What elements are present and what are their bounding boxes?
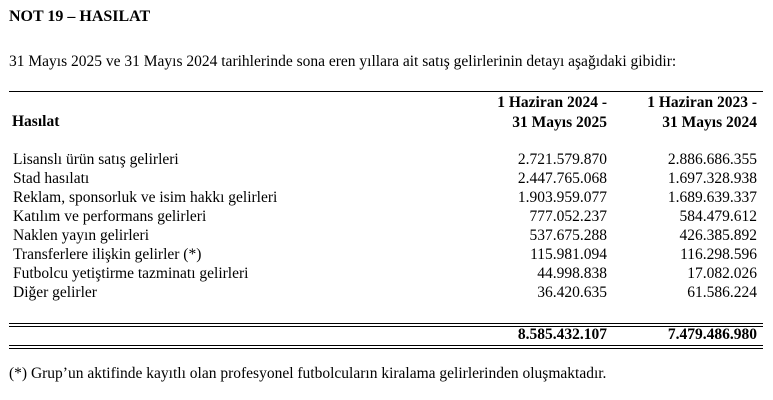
table-row xyxy=(0,226,773,245)
period-2025-header xyxy=(497,93,607,133)
intro-text: 31 Mayıs 2025 ve 31 Mayıs 2024 tarihlerinde sona eren yıllara ait satış gelirlerinin detayı aşağıdaki gibidir: xyxy=(9,53,677,70)
row-value-2024: 426.385.892 xyxy=(679,227,757,244)
table-row xyxy=(0,188,773,207)
total-top-rule xyxy=(9,323,763,324)
row-value-2024: 2.886.686.355 xyxy=(667,151,757,168)
total-value-2024: 7.479.486.980 xyxy=(667,326,757,343)
row-label: Reklam, sponsorluk ve isim hakkı gelirleri xyxy=(13,189,278,206)
row-value-2025: 537.675.288 xyxy=(529,227,607,244)
total-bottom-rule xyxy=(9,345,763,346)
row-value-2024: 1.689.639.337 xyxy=(667,189,757,206)
period-2024-header-line-2: 31 Mayıs 2024 xyxy=(662,114,757,131)
row-label: Transferlere ilişkin gelirler (*) xyxy=(13,246,202,263)
revenue-table-body xyxy=(0,150,773,302)
row-value-2025: 1.903.959.077 xyxy=(517,189,607,206)
row-value-2024: 61.586.224 xyxy=(687,284,757,301)
total-bottom-rule-inner xyxy=(9,348,763,349)
row-value-2025: 2.721.579.870 xyxy=(517,151,607,168)
row-value-2025: 36.420.635 xyxy=(537,284,607,301)
row-value-2024: 17.082.026 xyxy=(687,265,757,282)
period-2024-header xyxy=(647,93,757,133)
period-2024-header-line-1: 1 Haziran 2023 - xyxy=(647,94,757,111)
row-label: Katılım ve performans gelirleri xyxy=(13,208,207,225)
period-2025-header-line-1: 1 Haziran 2024 - xyxy=(497,94,607,111)
table-row xyxy=(0,264,773,283)
row-label: Futbolcu yetiştirme tazminatı gelirleri xyxy=(13,265,249,282)
table-row xyxy=(0,169,773,188)
row-label: Stad hasılatı xyxy=(13,170,90,187)
table-row xyxy=(0,245,773,264)
row-value-2024: 116.298.596 xyxy=(680,246,757,263)
period-2025-header-line-2: 31 Mayıs 2025 xyxy=(512,114,607,131)
row-value-2025: 115.981.094 xyxy=(530,246,607,263)
total-value-2025: 8.585.432.107 xyxy=(517,326,607,343)
row-label: Diğer gelirler xyxy=(13,284,97,301)
footnote: (*) Grup’un aktifinde kayıtlı olan profesyonel futbolcuların kiralama gelirlerinden oluşmaktadır. xyxy=(9,365,607,382)
table-top-rule xyxy=(9,91,763,92)
row-label: Lisanslı ürün satış gelirleri xyxy=(13,151,179,168)
total-row xyxy=(0,325,773,345)
label-column-header: Hasılat xyxy=(12,113,60,130)
row-label: Naklen yayın gelirleri xyxy=(13,227,150,244)
row-value-2025: 44.998.838 xyxy=(537,265,607,282)
row-value-2024: 584.479.612 xyxy=(679,208,757,225)
row-value-2025: 2.447.765.068 xyxy=(517,170,607,187)
table-row xyxy=(0,283,773,302)
row-value-2025: 777.052.237 xyxy=(529,208,607,225)
row-value-2024: 1.697.328.938 xyxy=(667,170,757,187)
table-row xyxy=(0,150,773,169)
table-row xyxy=(0,207,773,226)
note-heading: NOT 19 – HASILAT xyxy=(9,8,151,25)
